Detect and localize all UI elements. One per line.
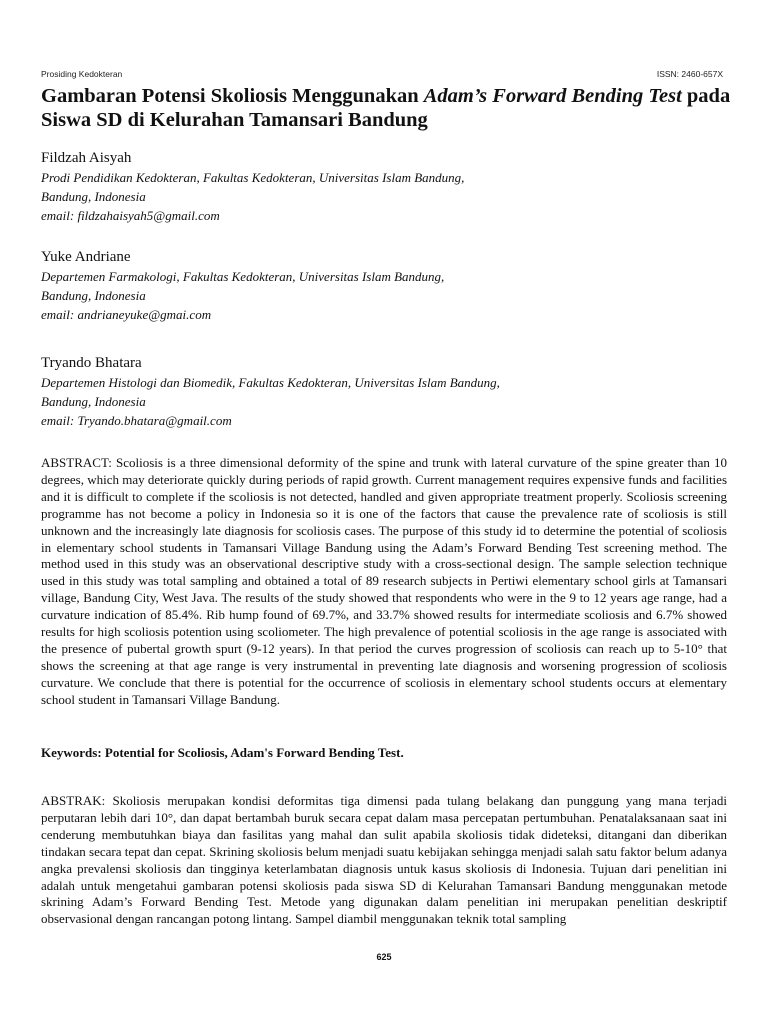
title-part1: Gambaran Potensi Skoliosis Menggunakan xyxy=(41,85,424,107)
author-block xyxy=(41,248,681,324)
author-affiliation-city: Bandung, Indonesia xyxy=(41,288,146,303)
issn: ISSN: 2460-657X xyxy=(656,69,723,79)
page-number: 625 xyxy=(376,952,392,962)
author-block xyxy=(41,354,681,430)
author-name: Fildzah Aisyah xyxy=(41,150,132,166)
author-email: email: andrianeyuke@gmai.com xyxy=(41,307,212,322)
paper-page xyxy=(41,0,731,1024)
paper-title xyxy=(41,84,731,132)
author-name: Yuke Andriane xyxy=(41,249,131,265)
author-affiliation-city: Bandung, Indonesia xyxy=(41,189,146,204)
author-affiliation: Departemen Histologi dan Biomedik, Fakultas Kedokteran, Universitas Islam Bandung, xyxy=(41,375,500,390)
title-part2: pada Siswa SD di Kelurahan Tamansari Bandung xyxy=(41,85,731,131)
author-email: email: fildzahaisyah5@gmail.com xyxy=(41,208,220,223)
journal-name: Prosiding Kedokteran xyxy=(41,69,123,79)
keywords: Keywords: Potential for Scoliosis, Adam's Forward Bending Test. xyxy=(41,745,404,760)
author-block xyxy=(41,149,681,225)
author-affiliation: Departemen Farmakologi, Fakultas Kedokteran, Universitas Islam Bandung, xyxy=(41,269,445,284)
author-affiliation-city: Bandung, Indonesia xyxy=(41,394,146,409)
title-italic: Adam’s Forward Bending Test xyxy=(423,85,682,107)
author-affiliation: Prodi Pendidikan Kedokteran, Fakultas Kedokteran, Universitas Islam Bandung, xyxy=(41,170,465,185)
abstract-indonesian: ABSTRAK: Skoliosis merupakan kondisi deformitas tiga dimensi pada tulang belakang dan punggung yang mana terjadi perputaran lebih dari 10°, dan dapat bertambah buruk secara cepat dalam masa percepatan pertumbuhan. Penatalaksanaan saat ini cenderung membutuhkan biaya dan fasilitas yang mahal dan sulit apabila skoliosis tidak dideteksi, ditangani dan diberikan tindakan secara tepat dan cepat. Skrining skoliosis belum menjadi suatu kebijakan sehingga menjadi salah satu faktor belum adanya angka prevalensi skoliosis dan tingginya keterlambatan diagnosis untuk kasus skoliosis di Indonesia. Tujuan dari penelitian ini adalah untuk mengetahui gambaran potensi skoliosis pada siswa SD di Kelurahan Tamansari Bandung menggunakan metode skrining Adam’s Forward Bending Test. Metode yang digunakan dalam penelitian ini merupakan penelitian deskriptif observasional dengan rancangan potong lintang. Sampel diambil menggunakan teknik total sampling xyxy=(41,793,727,927)
author-name: Tryando Bhatara xyxy=(41,355,142,371)
abstract-english: ABSTRACT: Scoliosis is a three dimensional deformity of the spine and trunk with lateral curvature of the spine greater than 10 degrees, which may deteriorate quickly during periods of rapid growth. Current management requires expensive funds and facilities and it is difficult to complete if the scoliosis is not detected, handled and given appropriate treatment properly. Scoliosis screening programme has not become a policy in Indonesia so it is one of the factors that cause the prevalence rate of scoliosis is still unknown and the increasingly late diagnosis for scoliosis cases. The purpose of this study id to determine the potential of scoliosis in elementary school students in Tamansari Village Bandung using the Adam’s Forward Bending Test screening method. The method used in this study was an observational descriptive study with a cross-sectional design. The sample selection technique used in this study was total sampling and obtained a total of 89 research subjects in Pertiwi elementary school girls at Tamansari village, Bandung City, West Java. The results of the study showed that respondents who were in the 9 to 12 years age range, had a curvature indication of 85.4%. Rib hump found of 69.7%, and 33.7% showed results for intermediate scoliosis and 6.7% showed results for high scoliosis potention using scoliometer. The high prevalence of potential scoliosis in the age range is associated with the presence of pubertal growth spurt (9-12 years). In that period the curves progression of scoliosis can reach up to 5-10° that shows the screening at that age range is very instrumental in preventing late diagnosis and worsening progression of scoliosis curvature. We conclude that there is potential for the occurrence of scoliosis in elementary school students occurs at elementary school student in Tamansari Village Bandung. xyxy=(41,455,727,707)
author-email: email: Tryando.bhatara@gmail.com xyxy=(41,413,232,428)
